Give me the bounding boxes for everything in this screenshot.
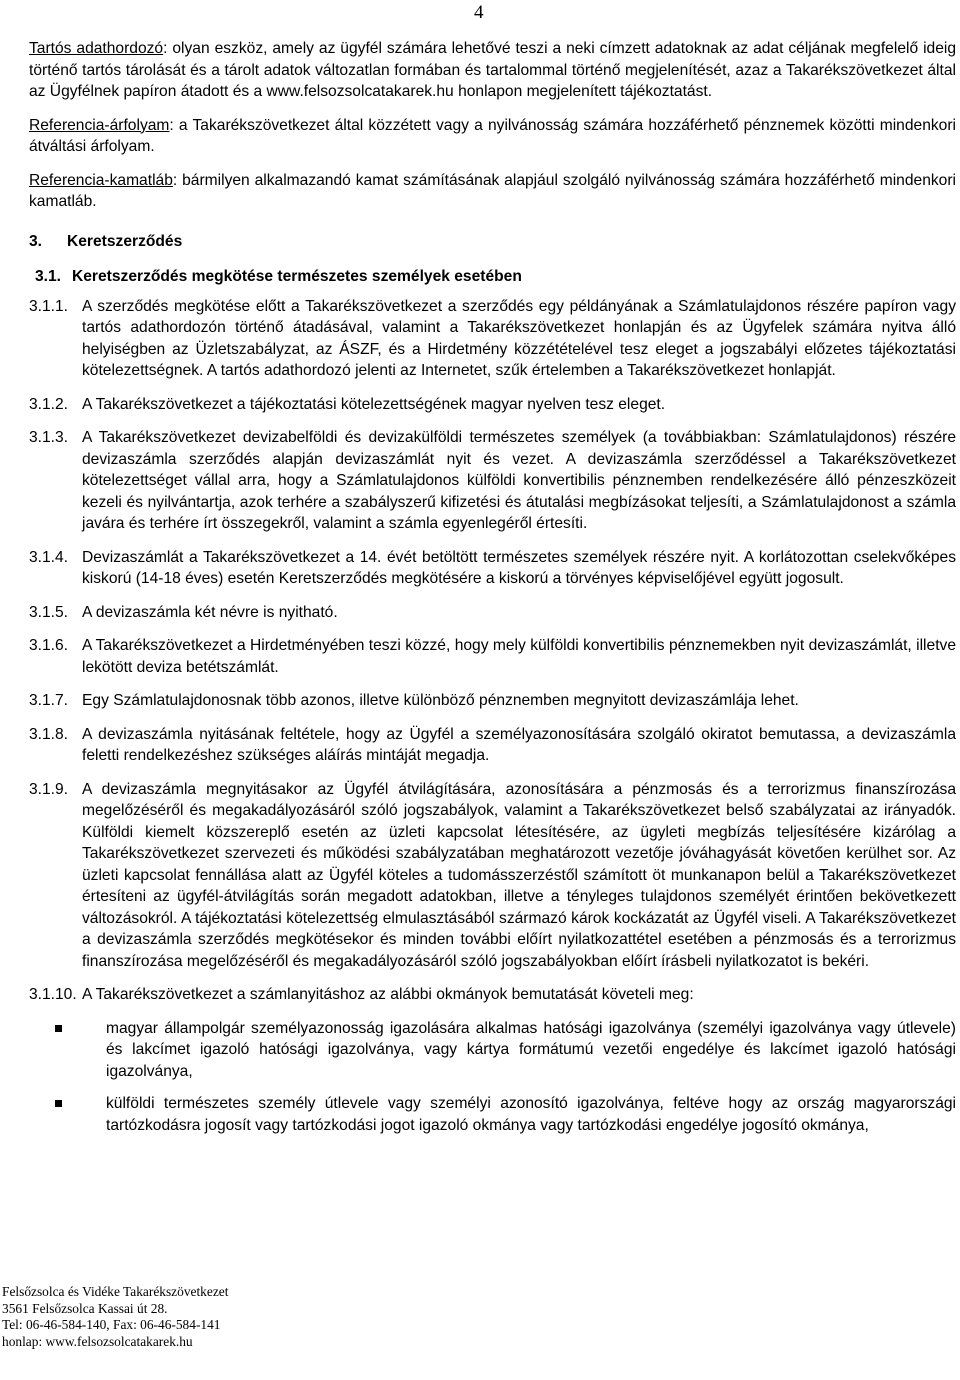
clause-text: A Takarékszövetkezet a tájékoztatási kötelezettségének magyar nyelven tesz eleget. [82,395,666,413]
definition-term: Tartós adathordozó [29,40,164,57]
definition-text: : a Takarékszövetkezet által közzétett vagy a nyilvánosság számára hozzáférhető pénznemek közötti mindenkori átváltási árfolyam. [29,116,956,155]
page-number: 4 [474,2,484,23]
clause-number: 3.1.8. [29,725,69,743]
subsection-title: Keretszerződés megkötése természetes személyek esetében [72,267,522,285]
clause-text: Devizaszámlát a Takarékszövetkezet a 14. évét betöltött természetes személyek részére nyit. A korlátozottan cselekvőképes kiskorú (14-18 éves) esetén Keretszerződés megkötésére a kiskorú a törvényes képviselőjével együtt jogosult. [82,548,956,587]
clause-text: A Takarékszövetkezet a számlanyitáshoz az alábbi okmányok bemutatását követeli meg: [82,986,694,1003]
definition-referencia-kamatlab [29,170,956,213]
clause-3-1-4 [29,547,956,590]
clause-number: 3.1.1. [29,297,69,315]
definition-text: : olyan eszköz, amely az ügyfél számára lehetővé teszi a neki címzett adatoknak az adat céljának megfelelő ideig történő tartós tárolását és a tárolt adatok változatlan formában és tartalommal történő megjelenítését, azaz a Takarékszövetkezet által az Ügyfélnek papíron átadott és a www.felsozsolcatakarek.hu honlapon megjelenített tájékoztatást. [29,40,957,100]
definition-text: : bármilyen alkalmazandó kamat számításának alapjául szolgáló nyilvánosság számára hozzáférhető mindenkori kamatláb. [29,171,956,210]
clause-3-1-9 [29,779,956,973]
clause-3-1-6 [29,635,956,678]
clause-number: 3.1.10. [29,986,77,1003]
document-body [29,38,956,1147]
square-bullet-icon [29,1093,106,1136]
clause-number: 3.1.6. [29,637,69,654]
clause-3-1-2 [29,394,956,416]
clause-text: A devizaszámla megnyitásakor az Ügyfél átvilágítására, azonosítására a pénzmosás és a terrorizmus finanszírozása megelőzéséről és megakadályozásáról szóló jogszabályok, valamint a Takarékszövetkezet belső szabályzatai az irányadók. Külföldi kiemelt közszereplő esetén az üzleti kapcsolat létesítésére, az ügyleti megbízás teljesítésére kizárólag a Takarékszövetkezet szervezeti és működési szabályzatában meghatározott vezetője jóváhagyását követően kerülhet sor. Az üzleti kapcsolat fennállása alatt az Ügyfél köteles a tudomásszerzéstől számított öt munkanapon belül a Takarékszövetkezet értesíteni az ügyfél-átvilágítás során megadott adatokban, illetve a tényleges tulajdonos személyét érintően bekövetkezett változásokról. A tájékoztatási kötelezettség elmulasztásából származó károk kockázatát az Ügyfél viseli. A Takarékszövetkezet a devizaszámla szerződés megkötésekor és minden további előírt nyilatkozattétel esetében a pénzmosás és a terrorizmus finanszírozása megelőzéséről és megakadályozásáról szóló jogszabályokban előírt írásbeli nyilatkozatot is bekéri. [82,780,956,970]
subsection-number: 3.1. [35,267,62,285]
clause-number: 3.1.3. [29,429,69,446]
footer-phone-fax: Tel: 06-46-584-140, Fax: 06-46-584-141 [2,1317,221,1332]
section-number: 3. [29,232,43,250]
footer-address: 3561 Felsőzsolca Kassai út 28. [2,1300,168,1316]
clause-3-1-7 [29,690,956,712]
definition-referencia-arfolyam [29,115,956,158]
section-title: Keretszerződés [67,232,183,250]
list-item [29,1093,956,1136]
document-list [29,1018,956,1137]
clause-text: A Takarékszövetkezet devizabelföldi és devizakülföldi természetes személyek (a továbbiakban: Számlatulajdonos) részére devizaszámla szerződés alapján devizaszámlát nyit és vezet. A devizaszámla szerződéssel a Takarékszövetkezet kötelezettséget vállal arra, hogy a Számlatulajdonos külföldi konvertibilis pénznemben rendelkezésére álló pénzeszközeit kezeli és nyilvántartja, azok terhére a szabályszerű kifizetési és átutalási megbízásokat teljesíti, a Számlatulajdonost a számla javára és terhére írt összegekről, valamint a számla egyenlegéről értesíti. [82,429,956,532]
definition-term: Referencia-árfolyam [29,116,170,134]
clause-text: A Takarékszövetkezet a Hirdetményében teszi közzé, hogy mely külföldi konvertibilis pénznemekben nyit devizaszámlát, illetve lekötött deviza betétszámlát. [82,637,956,676]
clause-text: A szerződés megkötése előtt a Takarékszövetkezet a szerződés egy példányának a Számlatulajdonos részére papíron vagy tartós adathordozón történő átadásával, valamint a Takarékszövetkezet honlapján és az Ügyfelek számára nyitva álló helyiségben az Üzletszabályzat, az ÁSZF, és a Hirdetmény közzétételével tesz eleget a jogszabályi előzetes tájékoztatási kötelezettségnek. A tartós adathordozó jelenti az Internetet, szűk értelemben a Takarékszövetkezet honlapját. [82,297,956,379]
clause-number: 3.1.5. [29,603,69,621]
definition-tartos-adathordozo [29,38,956,103]
clause-3-1-8 [29,724,956,767]
clause-text: Egy Számlatulajdonosnak több azonos, illetve különböző pénznemben megnyitott devizaszámlája lehet. [82,692,799,709]
definition-term: Referencia-kamatláb [29,171,173,189]
footer-website: honlap: www.felsozsolcatakarek.hu [2,1333,193,1349]
list-item-text: külföldi természetes személy útlevele vagy személyi azonosító igazolványa, feltéve hogy az ország magyarországi tartózkodásra jogosít vagy tartózkodási jogot igazoló okmánya vagy tartózkodási engedélye jogosító okmánya, [106,1095,956,1134]
clause-text: A devizaszámla nyitásának feltétele, hogy az Ügyfél a személyazonosítására szolgáló okiratot bemutassa, a devizaszámla feletti rendelkezéshez szükséges aláírás mintáját megadja. [82,725,956,764]
clause-text: A devizaszámla két névre is nyitható. [82,603,338,621]
page-footer [2,1284,228,1350]
clause-number: 3.1.7. [29,692,69,709]
clause-3-1-10 [29,984,956,1006]
clause-number: 3.1.4. [29,548,69,566]
clause-3-1-5 [29,602,956,624]
clause-number: 3.1.2. [29,395,69,413]
footer-company: Felsőzsolca és Vidéke Takarékszövetkezet [2,1284,229,1299]
square-bullet-icon [29,1018,106,1083]
list-item [29,1018,956,1083]
clause-3-1-3 [29,427,956,535]
section-heading [29,233,956,251]
clause-number: 3.1.9. [29,780,69,798]
list-item-text: magyar állampolgár személyazonosság igazolására alkalmas hatósági igazolványa (személyi igazolványa vagy útlevele) és lakcímet igazoló hatósági igazolványa, vagy kártya formátumú vezetői engedélye és lakcímet igazoló hatósági igazolványa, [106,1019,956,1080]
clause-3-1-1 [29,296,956,382]
subsection-heading [35,268,956,286]
